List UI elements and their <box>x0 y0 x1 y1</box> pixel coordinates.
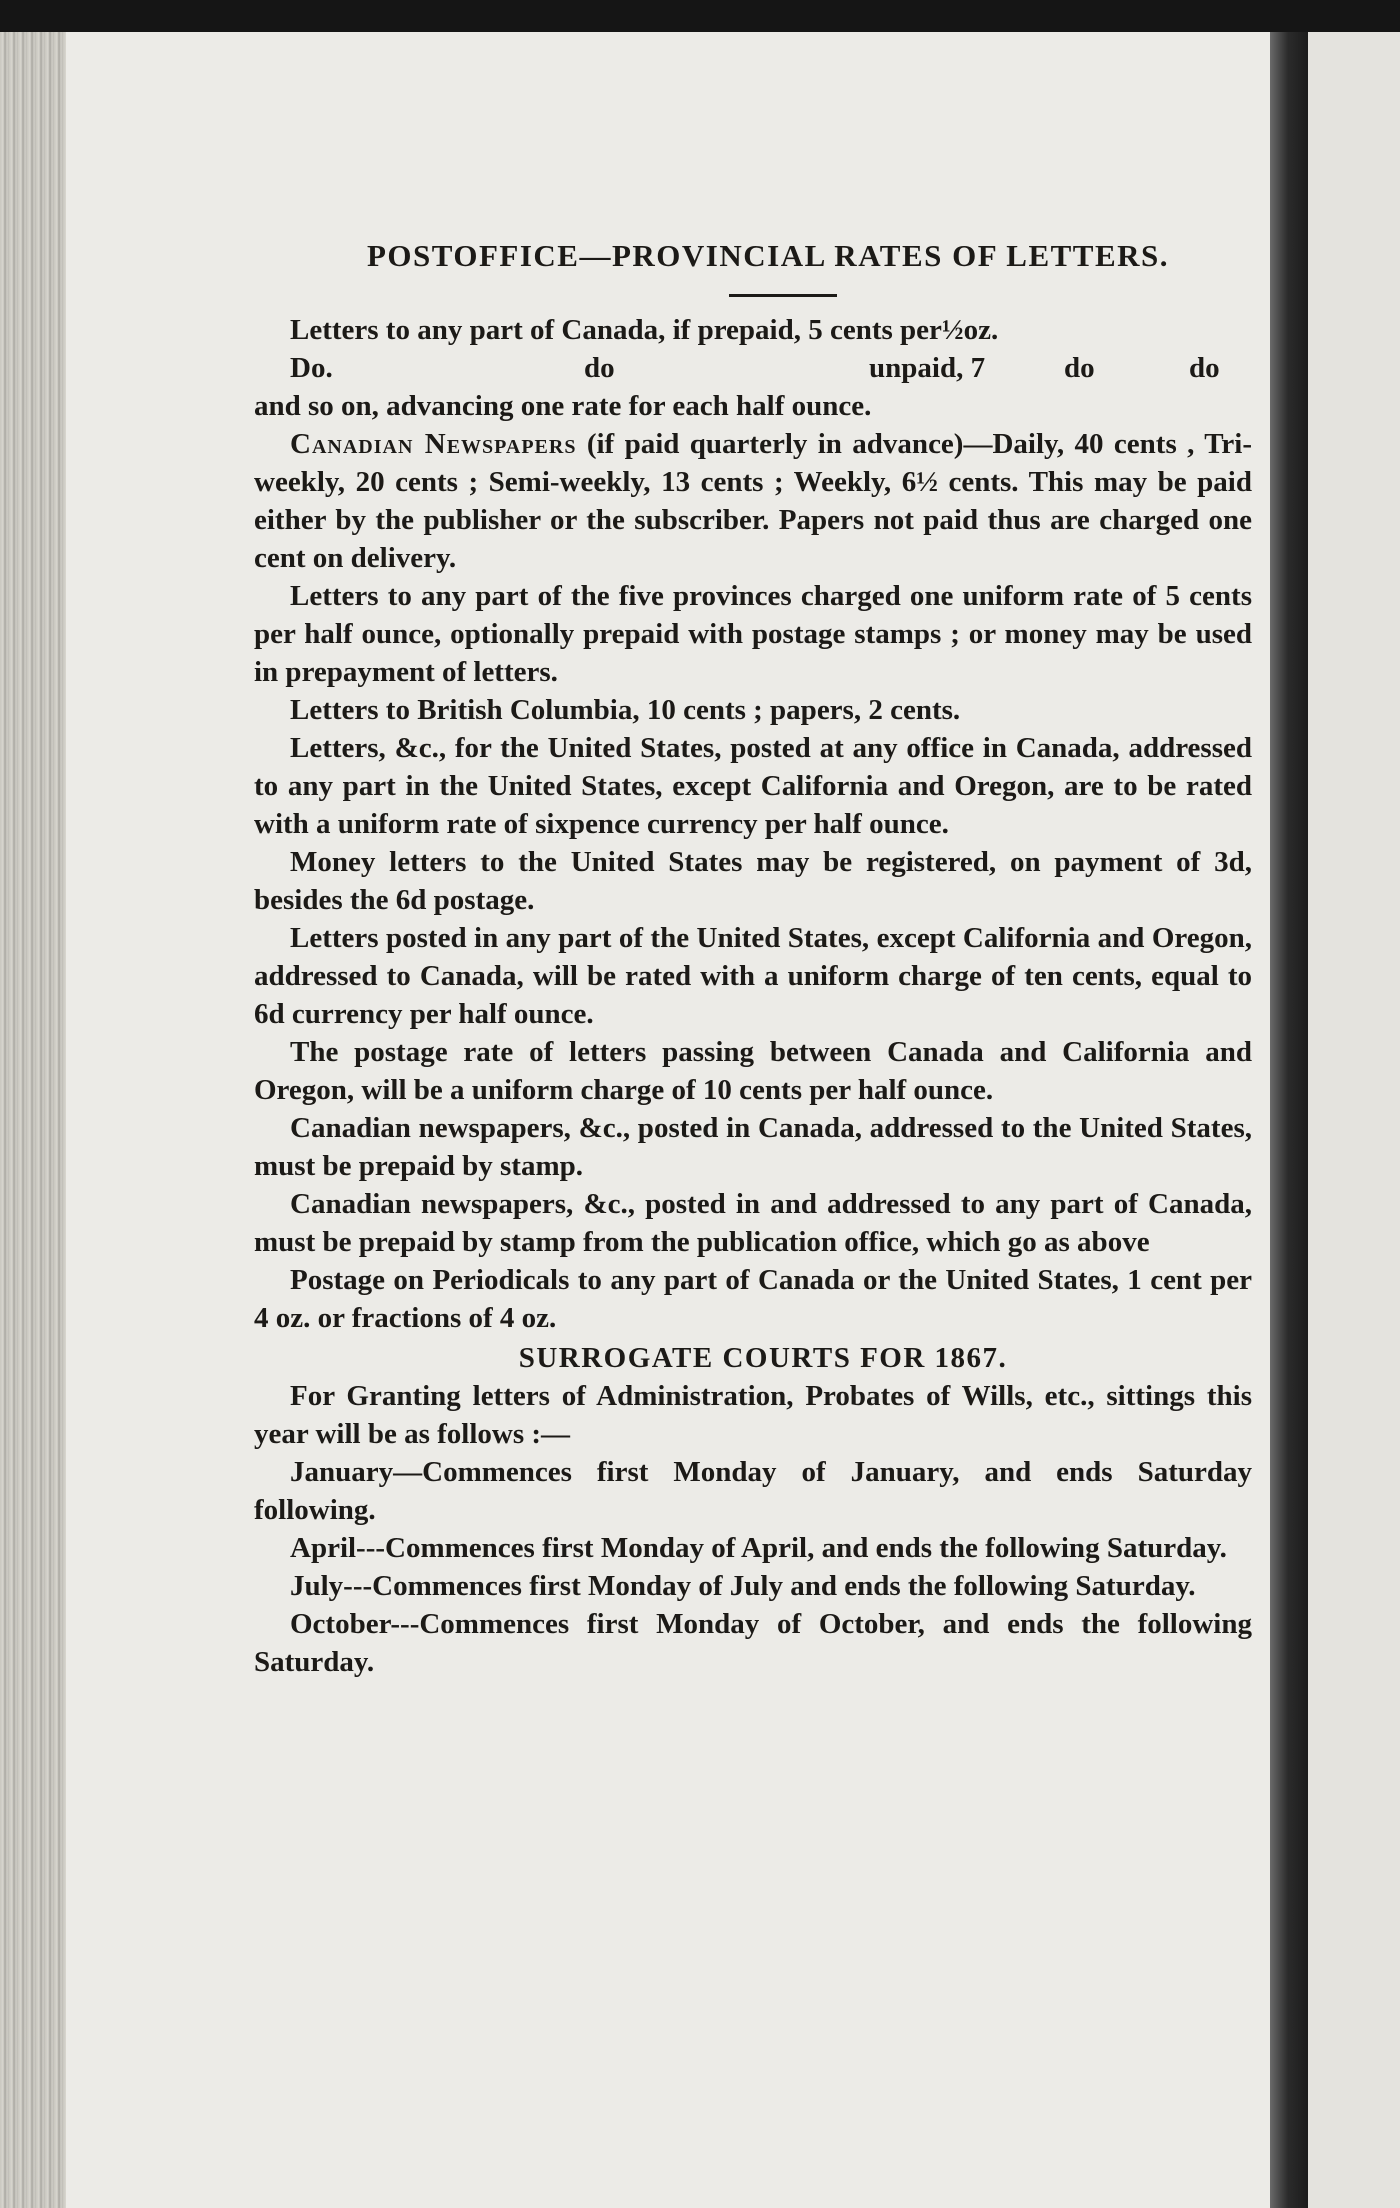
surrogate-january: January—Commences first Monday of January, and ends Saturday following. <box>254 1456 1252 1526</box>
page-content <box>254 236 1252 1681</box>
surrogate-october: October---Commences first Monday of October, and ends the following Saturday. <box>254 1608 1252 1678</box>
surrogate-april: April---Commences first Monday of April, and ends the following Saturday. <box>290 1532 1227 1564</box>
surrogate-intro: For Granting letters of Administration, Probates of Wills, etc., sittings this year will be as follows :— <box>254 1380 1252 1450</box>
newspaper-rates <box>254 425 1252 577</box>
paragraph-us-to-canada: Letters posted in any part of the United States, except California and Oregon, addressed to Canada, will be rated with a uniform charge of ten cents, equal to 6d currency per half ounce. <box>254 922 1252 1030</box>
newspaper-rates-text: (if paid quarterly in advance)—Daily, 40 cents , Tri-weekly, 20 cents ; Semi-weekly, 13 cents ; Weekly, 6½ cents. This may be paid either by the publisher or the subscriber. Papers not paid thus are charged one cent on delivery. <box>254 428 1252 574</box>
paragraph-money-letters: Money letters to the United States may be registered, on payment of 3d, besides the 6d postage. <box>254 846 1252 916</box>
rate-line-advancing: and so on, advancing one rate for each half ounce. <box>254 390 872 422</box>
scan-top-border <box>0 0 1400 32</box>
ditto-3: do <box>1064 352 1095 384</box>
paragraph-provinces: Letters to any part of the five provinces charged one uniform rate of 5 cents per half ounce, optionally prepaid with postage stamps ; or money may be used in prepayment of letters. <box>254 580 1252 688</box>
ditto-4: do <box>1189 352 1220 384</box>
paragraph-california-oregon: The postage rate of letters passing between Canada and California and Oregon, will be a uniform charge of 10 cents per half ounce. <box>254 1036 1252 1106</box>
page-edges <box>0 32 66 2208</box>
rate-line-unpaid <box>254 349 1252 387</box>
paragraph-newspapers-to-us: Canadian newspapers, &c., posted in Canada, addressed to the United States, must be prepaid by stamp. <box>254 1112 1252 1182</box>
newspaper-rates-lead: Canadian Newspapers <box>290 428 577 460</box>
ditto-1: Do. <box>290 352 333 384</box>
title-rule <box>729 294 837 297</box>
paragraph-united-states: Letters, &c., for the United States, posted at any office in Canada, addressed to any part in the United States, except California and Oregon, are to be rated with a uniform rate of sixpence currency per half ounce. <box>254 732 1252 840</box>
book-gutter <box>1270 32 1308 2208</box>
page-title: POSTOFFICE—PROVINCIAL RATES OF LETTERS. <box>366 238 1170 273</box>
paragraph-newspapers-canada: Canadian newspapers, &c., posted in and addressed to any part of Canada, must be prepaid by stamp from the publication office, which go as above <box>254 1188 1252 1258</box>
facing-page-edge <box>1308 32 1400 2208</box>
unpaid-rate: unpaid, 7 <box>869 352 986 384</box>
surrogate-july: July---Commences first Monday of July and ends the following Saturday. <box>290 1570 1196 1602</box>
paragraph-periodicals: Postage on Periodicals to any part of Canada or the United States, 1 cent per 4 oz. or fractions of 4 oz. <box>254 1264 1252 1334</box>
paragraph-british-columbia: Letters to British Columbia, 10 cents ; papers, 2 cents. <box>290 694 961 726</box>
surrogate-heading: SURROGATE COURTS FOR 1867. <box>518 1342 1008 1374</box>
rate-line-prepaid: Letters to any part of Canada, if prepaid, 5 cents per½oz. <box>290 314 999 346</box>
ditto-2: do <box>584 352 615 384</box>
